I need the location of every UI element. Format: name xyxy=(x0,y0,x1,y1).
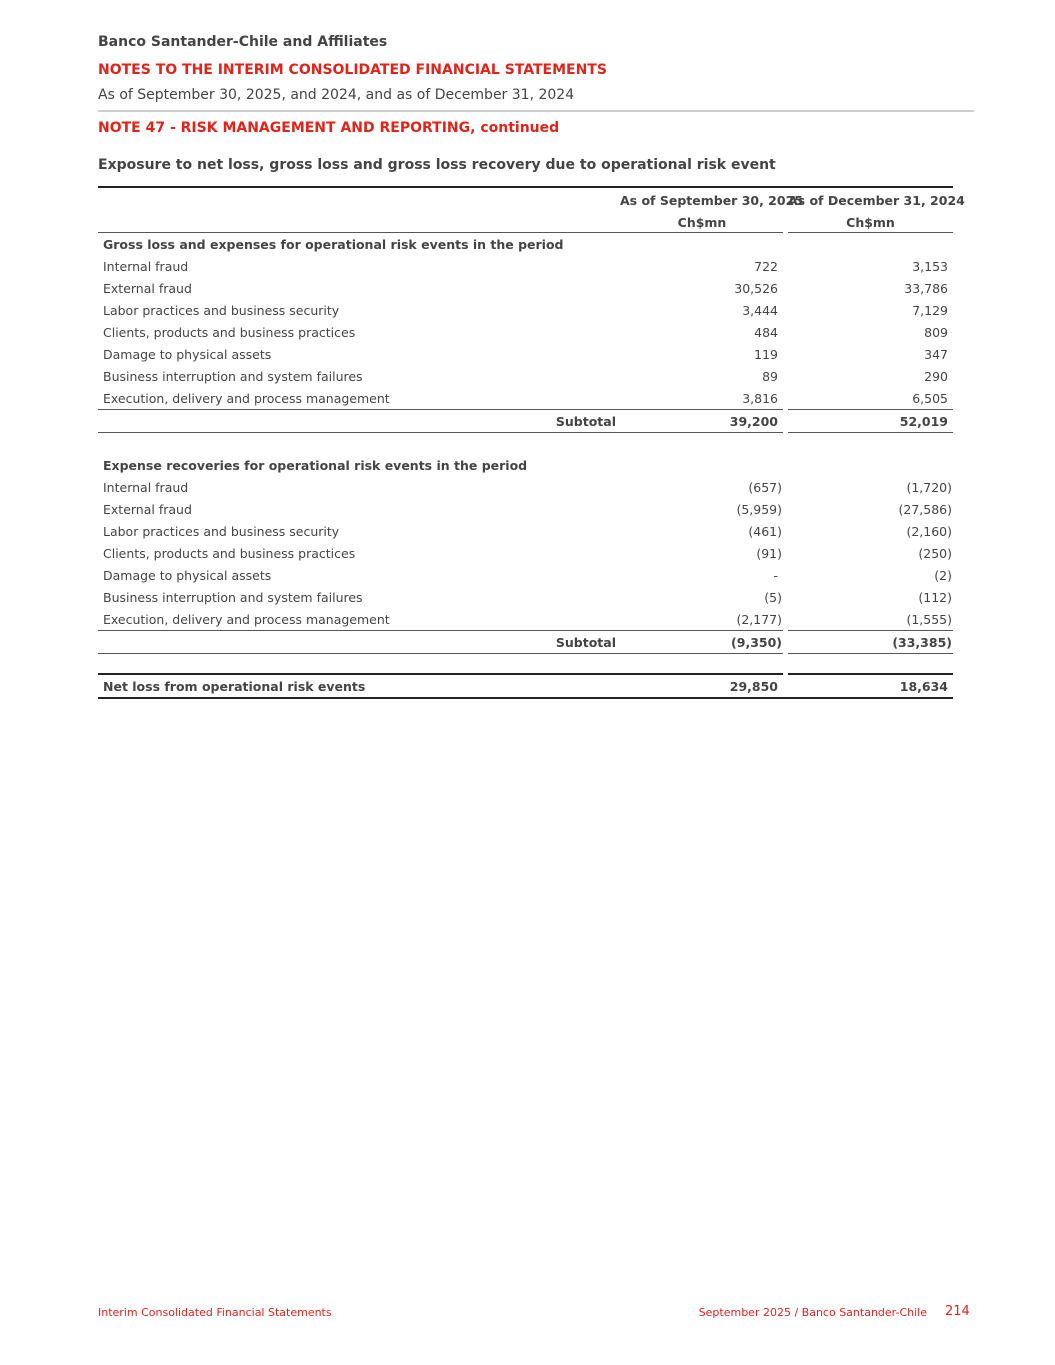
row-label: Labor practices and business security xyxy=(103,303,340,318)
row-value-2025: 484 xyxy=(754,325,778,340)
row-value-2024: 809 xyxy=(924,325,948,340)
row-value-2024: (2,160) xyxy=(906,524,952,539)
table-unit-row xyxy=(98,210,953,232)
row-value-2025: (5) xyxy=(764,590,782,605)
date-line: As of September 30, 2025, and 2024, and as of December 31, 2024 xyxy=(98,87,575,103)
page-number: 214 xyxy=(945,1304,970,1319)
gross-section-title-row xyxy=(98,233,953,255)
row-value-2024: 3,153 xyxy=(912,259,948,274)
table-row xyxy=(98,255,953,277)
row-value-2025: (5,959) xyxy=(736,502,782,517)
row-value-2025: (2,177) xyxy=(736,612,782,627)
gross-subtotal-2025: 39,200 xyxy=(729,414,778,429)
row-value-2025: 30,526 xyxy=(734,281,778,296)
table-bottom-rule xyxy=(98,697,953,699)
company-name: Banco Santander-Chile and Affiliates xyxy=(98,34,388,50)
row-value-2025: - xyxy=(773,568,778,583)
header-divider xyxy=(98,110,974,112)
subtotal-bottom-rule xyxy=(98,653,953,654)
table-row xyxy=(98,277,953,299)
gross-subtotal-row xyxy=(98,410,953,432)
table-row xyxy=(98,542,953,564)
col2-unit: Ch$mn xyxy=(846,215,895,230)
recoveries-subtotal-2025: (9,350) xyxy=(731,635,782,650)
row-value-2025: 119 xyxy=(754,347,778,362)
row-value-2024: 347 xyxy=(924,347,948,362)
footer-left: Interim Consolidated Financial Statements xyxy=(98,1306,332,1319)
row-label: External fraud xyxy=(103,281,192,296)
row-value-2025: 3,816 xyxy=(742,391,778,406)
footer-right: September 2025 / Banco Santander-Chile xyxy=(698,1306,927,1319)
row-label: Labor practices and business security xyxy=(103,524,340,539)
row-value-2024: (1,720) xyxy=(906,480,952,495)
table-row xyxy=(98,608,953,630)
recoveries-section-title-row xyxy=(98,454,953,476)
subtotal-label: Subtotal xyxy=(555,635,616,650)
row-value-2024: (250) xyxy=(918,546,952,561)
note-title: NOTE 47 - RISK MANAGEMENT AND REPORTING, continued xyxy=(98,120,560,136)
row-value-2024: (1,555) xyxy=(906,612,952,627)
recoveries-subtotal-row xyxy=(98,631,953,653)
net-loss-label: Net loss from operational risk events xyxy=(103,679,366,694)
row-label: Execution, delivery and process management xyxy=(103,612,390,627)
row-value-2025: (91) xyxy=(756,546,782,561)
row-value-2024: (2) xyxy=(934,568,952,583)
table-row xyxy=(98,476,953,498)
col1-header: As of September 30, 2025 xyxy=(620,193,803,208)
gross-subtotal-2024: 52,019 xyxy=(899,414,948,429)
row-label: Execution, delivery and process management xyxy=(103,391,390,406)
table-row xyxy=(98,365,953,387)
col2-header: As of December 31, 2024 xyxy=(788,193,965,208)
notes-title: NOTES TO THE INTERIM CONSOLIDATED FINANCIAL STATEMENTS xyxy=(98,62,607,78)
table-row xyxy=(98,564,953,586)
row-value-2024: (27,586) xyxy=(898,502,952,517)
net-loss-row xyxy=(98,675,953,697)
row-value-2024: 6,505 xyxy=(912,391,948,406)
subtotal-label: Subtotal xyxy=(555,414,616,429)
row-value-2025: 722 xyxy=(754,259,778,274)
gross-section-title: Gross loss and expenses for operational risk events in the period xyxy=(103,237,564,252)
table-row xyxy=(98,321,953,343)
row-value-2024: 7,129 xyxy=(912,303,948,318)
operational-risk-table xyxy=(98,186,965,699)
row-value-2024: 290 xyxy=(924,369,948,384)
table-row xyxy=(98,586,953,608)
row-label: Clients, products and business practices xyxy=(103,546,356,561)
row-label: Internal fraud xyxy=(103,480,189,495)
table-row xyxy=(98,343,953,365)
table-row xyxy=(98,299,953,321)
row-label: Damage to physical assets xyxy=(103,347,272,362)
row-label: External fraud xyxy=(103,502,192,517)
section-title: Exposure to net loss, gross loss and gross loss recovery due to operational risk event xyxy=(98,157,776,173)
table-row xyxy=(98,387,953,409)
table-row xyxy=(98,498,953,520)
table-row xyxy=(98,520,953,542)
row-label: Clients, products and business practices xyxy=(103,325,356,340)
row-value-2025: 89 xyxy=(762,369,778,384)
table-header-row xyxy=(98,188,965,210)
row-value-2025: (657) xyxy=(748,480,782,495)
row-value-2025: (461) xyxy=(748,524,782,539)
recoveries-subtotal-2024: (33,385) xyxy=(892,635,952,650)
row-label: Business interruption and system failures xyxy=(103,590,363,605)
col1-unit: Ch$mn xyxy=(677,215,727,230)
row-label: Business interruption and system failures xyxy=(103,369,363,384)
subtotal-bottom-rule xyxy=(98,432,953,433)
row-value-2024: 33,786 xyxy=(904,281,948,296)
row-value-2024: (112) xyxy=(918,590,952,605)
row-label: Damage to physical assets xyxy=(103,568,272,583)
row-label: Internal fraud xyxy=(103,259,189,274)
net-loss-2025: 29,850 xyxy=(729,679,778,694)
net-loss-2024: 18,634 xyxy=(899,679,948,694)
row-value-2025: 3,444 xyxy=(742,303,778,318)
recoveries-section-title: Expense recoveries for operational risk events in the period xyxy=(103,458,528,473)
